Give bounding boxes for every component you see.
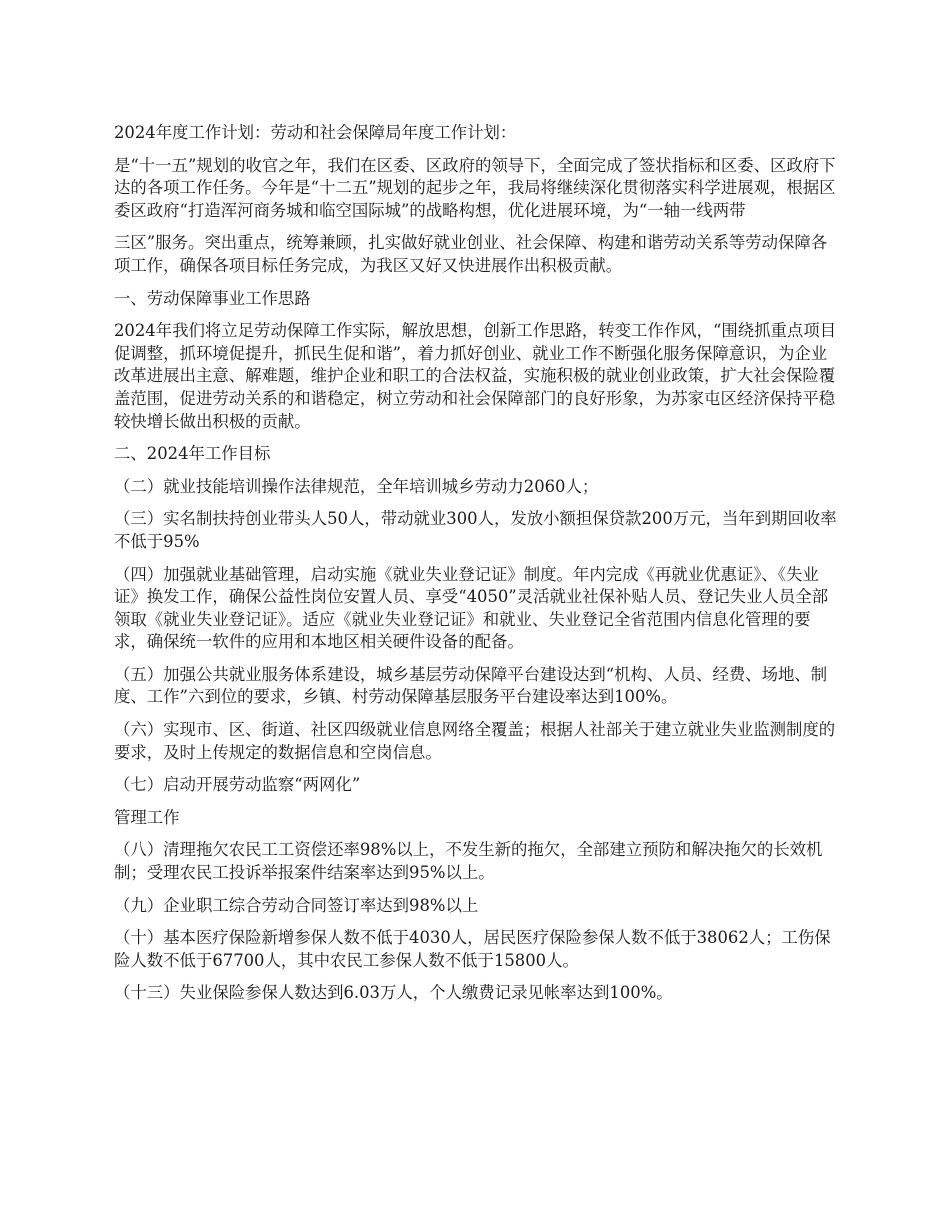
goal-item-4: （四）加强就业基础管理，启动实施《就业失业登记证》制度。年内完成《再就业优惠证》、《失业证》换发工作，确保公益性岗位安置人员、享受“4050”灵活就业社保补贴人员、登记失业人员全部领取《就业失业登记证》。适应《就业失业登记证》和就业、失业登记全省范围内信息化管理的要求，确保统一软件的应用和本地区相关硬件设备的配备。 xyxy=(114,564,829,652)
goal-item-2: （二）就业技能培训操作法律规范，全年培训城乡劳动力2060人； xyxy=(114,476,599,496)
goal-item-7-continued: 管理工作 xyxy=(114,807,180,827)
goal-item-5: （五）加强公共就业服务体系建设，城乡基层劳动保障平台建设达到“机构、人员、经费、场地、制度、工作”六到位的要求，乡镇、村劳动保障基层服务平台建设率达到100%。 xyxy=(114,664,828,707)
goal-item-7: （七）启动开展劳动监察“两网化” xyxy=(114,775,361,795)
goal-item-6: （六）实现市、区、街道、社区四级就业信息网络全覆盖；根据人社部关于建立就业失业监测制度的要求，及时上传规定的数据信息和空岗信息。 xyxy=(114,720,836,762)
paragraph-intro: 是“十一五”规划的收官之年，我们在区委、区政府的领导下，全面完成了签状指标和区委、区政府下达的各项工作任务。今年是“十二五”规划的起步之年，我局将继续深化贯彻落实科学进展观，根据区委区政府“打造浑河商务城和临空国际城”的战略构想，优化进展环境，为“一轴一线两带 xyxy=(114,155,836,220)
goal-item-3: （三）实名制扶持创业带头人50人，带动就业300人，发放小额担保贷款200万元，当年到期回收率不低于95% xyxy=(114,509,837,551)
goal-item-9: （九）企业职工综合劳动合同签订率达到98%以上 xyxy=(114,895,479,915)
paragraph-work-approach: 2024年我们将立足劳动保障工作实际，解放思想，创新工作思路，转变工作作风，“围绕抓重点项目促调整，抓环境促提升，抓民生促和谐”，着力抓好创业、就业工作不断强化服务保障意识，为企业改革进展出主意、解难题，维护企业和职工的合法权益，实施积极的就业创业政策，扩大社会保险覆盖范围，促进劳动关系的和谐稳定，树立劳动和社会保障部门的良好形象，为苏家屯区经济保持平稳较快增长做出积极的贡献。 xyxy=(114,321,837,431)
goal-item-13: （十三）失业保险参保人数达到6.03万人，个人缴费记录见帐率达到100%。 xyxy=(114,983,673,1003)
document-title: 2024年度工作计划：劳动和社会保障局年度工作计划： xyxy=(114,123,517,142)
goal-item-10: （十）基本医疗保险新增参保人数不低于4030人，居民医疗保险参保人数不低于38062人；工伤保险人数不低于67700人，其中农民工参保人数不低于15800人。 xyxy=(114,928,831,970)
document-body xyxy=(114,122,840,1015)
paragraph-intro-continued: 三区”服务。突出重点，统筹兼顾，扎实做好就业创业、社会保障、构建和谐劳动关系等劳动保障各项工作，确保各项目标任务完成，为我区又好又快进展作出积极贡献。 xyxy=(114,233,828,275)
section-heading-2: 二、2024年工作目标 xyxy=(114,444,271,464)
section-heading-1: 一、劳动保障事业工作思路 xyxy=(114,288,311,308)
goal-item-8: （八）清理拖欠农民工工资偿还率98%以上，不发生新的拖欠，全部建立预防和解决拖欠的长效机制；受理农民工投诉举报案件结案率达到95%以上。 xyxy=(114,840,823,883)
